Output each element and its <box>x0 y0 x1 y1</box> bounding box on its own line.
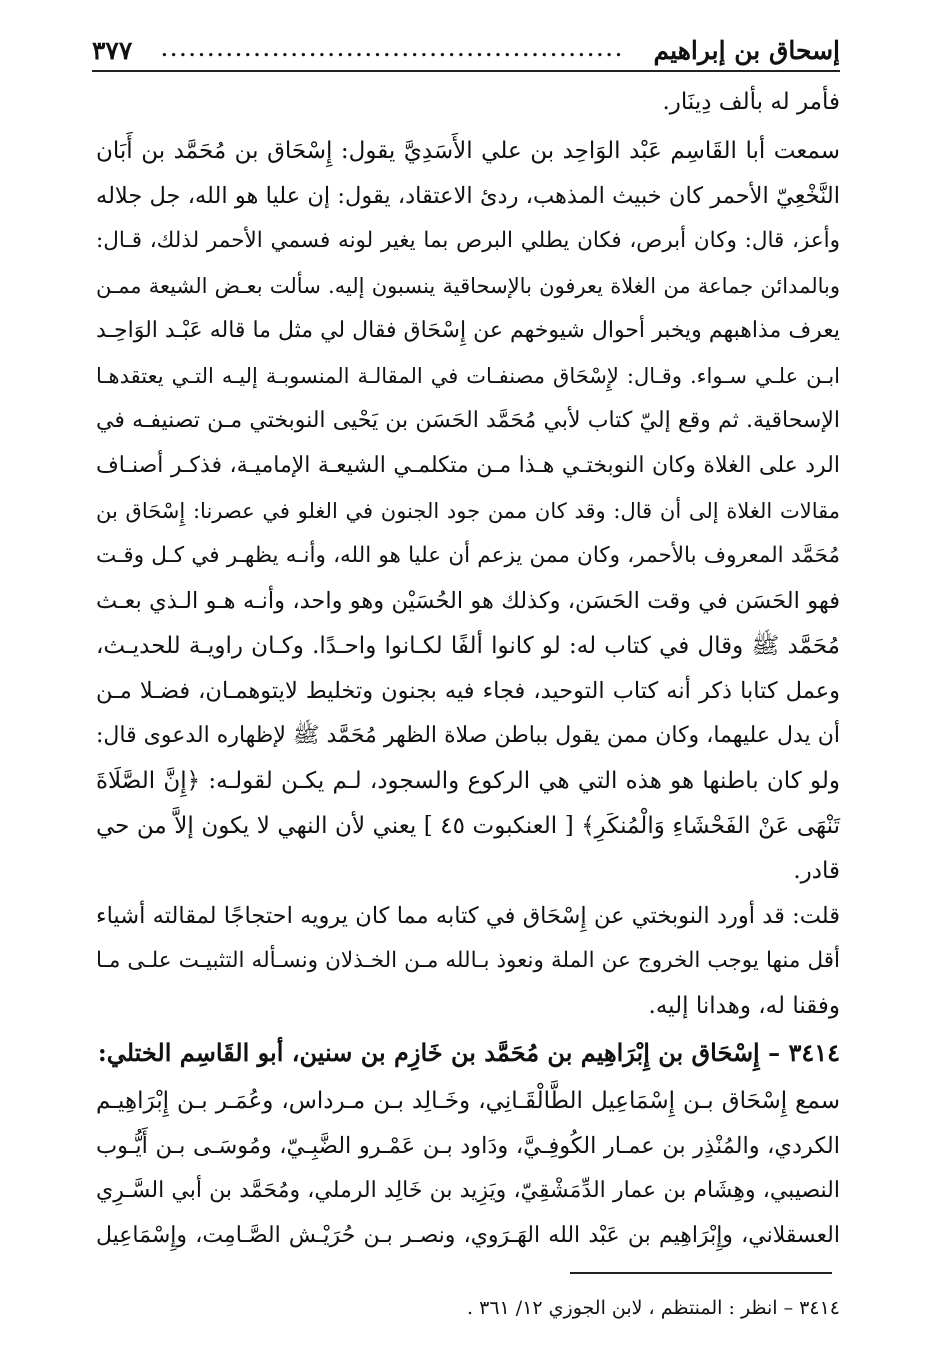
text-line: مقالات الغلاة إلى أن قال: وقد كان ممن جود الجنون في الغلو في عصرنا: إِسْحَاق بن <box>96 499 840 523</box>
text-line: أن يدل عليهما، وكان ممن يقول بباطن صلاة الظهر مُحَمَّد ﷺ لإظهاره الدعوى قال: <box>96 723 840 748</box>
text-line: يعرف مذاهبهم ويخبر أحوال شيوخهم عن إِسْحَاق فقال لي مثل ما قاله عَبْـد الوَاحِـد <box>96 318 840 343</box>
text-line: الإسحاقية. ثم وقع إليّ كتاب لأبي مُحَمَّد الحَسَن بن يَحْيى النوبختي مـن تصنيفـه في <box>96 408 840 433</box>
text-line: سمع إِسْحَاق بـن إِسْمَاعِيل الطَّالْقَـانِي، وخَـالِد بـن مـرداس، وعُمَـر بـن إِبْرَاهِيـم <box>96 1088 840 1114</box>
quran-verse-line: ولو كان باطنها هو هذه التي هي الركوع والسجود، لـم يكـن لقولـه: ﴿إِنَّ الصَّلَاةَ <box>96 768 840 794</box>
text-line: مُحَمَّد ﷺ وقال في كتاب له: لو كانوا ألفًا لكـانوا واحـدًا. وكـان راويـة للحديـث، <box>96 633 840 659</box>
text-line: الكردي، والمُنْذِر بن عمـار الكُوفِـيَّ، ودَاود بـن عَمْـرو الضَّبِـيّ، ومُوسَـى بـن أَيُّـوب <box>96 1133 840 1159</box>
entry-heading: ٣٤١٤ – إِسْحَاق بن إِبْرَاهِيم بن مُحَمَّد بن خَازِم بن سنين، أبو القَاسِم الختلي: <box>97 1038 840 1067</box>
text-line: الرد على الغلاة وكان النوبختـي هـذا مـن متكلمـي الشيعـة الإماميـة، فذكـر أصنـاف <box>96 453 840 478</box>
text-line: قلت: قد أورد النوبختي عن إِسْحَاق في كتابه مما كان يرويه احتجاجًا لمقالته أشياء <box>96 903 840 929</box>
text-line: ابـن علـي سـواء. وقـال: لإِسْحَاق مصنفـات في المقالـة المنسوبـة إليـه التـي يعتقدهـا <box>96 364 840 388</box>
text-line: فهو الحَسَن في وقت الحَسَن، وكذلك هو الحُسَيْن وهو واحد، وأنـه هـو الـذي بعـث <box>96 588 840 614</box>
text-line: وعمل كتابا ذكر أنه كتاب التوحيد، فجاء فيه بجنون وتخليط لايتوهمـان، فضـلا مـن <box>96 678 840 704</box>
text-line: مُحَمَّد المعروف بالأحمر، وكان ممن يزعم أن عليا هو الله، وأنـه يظهـر في كـل وقـت <box>96 543 840 568</box>
text-line: النَّخْعِيّ الأحمر كان خبيث المذهب، ردئ الاعتقاد، يقول: إن عليا هو الله، جل جلاله <box>96 183 840 209</box>
quran-verse-line: تَنْهَى عَنْ الفَحْشَاءِ وَالْمُنكَرِ﴾ [ العنكبوت ٤٥ ] يعني لأن النهي لا يكون إلاَّ من حي <box>96 813 840 839</box>
text-line: وبالمدائن جماعة من الغلاة يعرفون بالإسحاقية ينسبون إليه. سألت بعـض الشيعة ممـن <box>96 274 840 298</box>
text-line: قادر. <box>793 858 840 884</box>
header-title: إسحاق بن إبراهيم <box>653 35 840 65</box>
text-line: أقل منها يوجب الخروج عن الملة ونعوذ بـالله مـن الخـذلان ونسـأله التثبيـت علـى مـا <box>96 948 840 973</box>
text-line: فأمر له بألف دِينَار. <box>662 89 840 115</box>
text-line: العسقلاني، وإِبْرَاهِيم بن عَبْد الله الهَـرَوي، ونصـر بـن حُرَيْـش الصَّـامِت، وإِسْمَاعِيل <box>96 1223 840 1248</box>
text-line: النصيبي، وهِشَام بن عمار الدِّمَشْقِيّ، ويَزِيد بن خَالِد الرملي، ومُحَمَّد بن أبي السَّـرِي <box>96 1178 840 1203</box>
page-number: ٣٧٧ <box>92 35 133 65</box>
text-line: سمعت أبا القَاسِم عَبْد الوَاحِد بن علي الأَسَدِيَّ يقول: إِسْحَاق بن مُحَمَّد بن أَبَان <box>96 138 840 164</box>
footnote: ٣٤١٤ – انظر : المنتظم ، لابن الجوزي ١٢/ ٣٦١ . <box>467 1297 840 1319</box>
text-line: وأعز، قال: وكان أبرص، فكان يطلي البرص بما يغير لونه فسمي الأحمر لذلك، قـال: <box>96 228 840 253</box>
text-line: وفقنا له، وهدانا إليه. <box>648 993 840 1019</box>
running-header <box>92 30 840 72</box>
footnote-separator <box>570 1272 832 1274</box>
header-leader-dots: .................................................. <box>161 39 625 61</box>
